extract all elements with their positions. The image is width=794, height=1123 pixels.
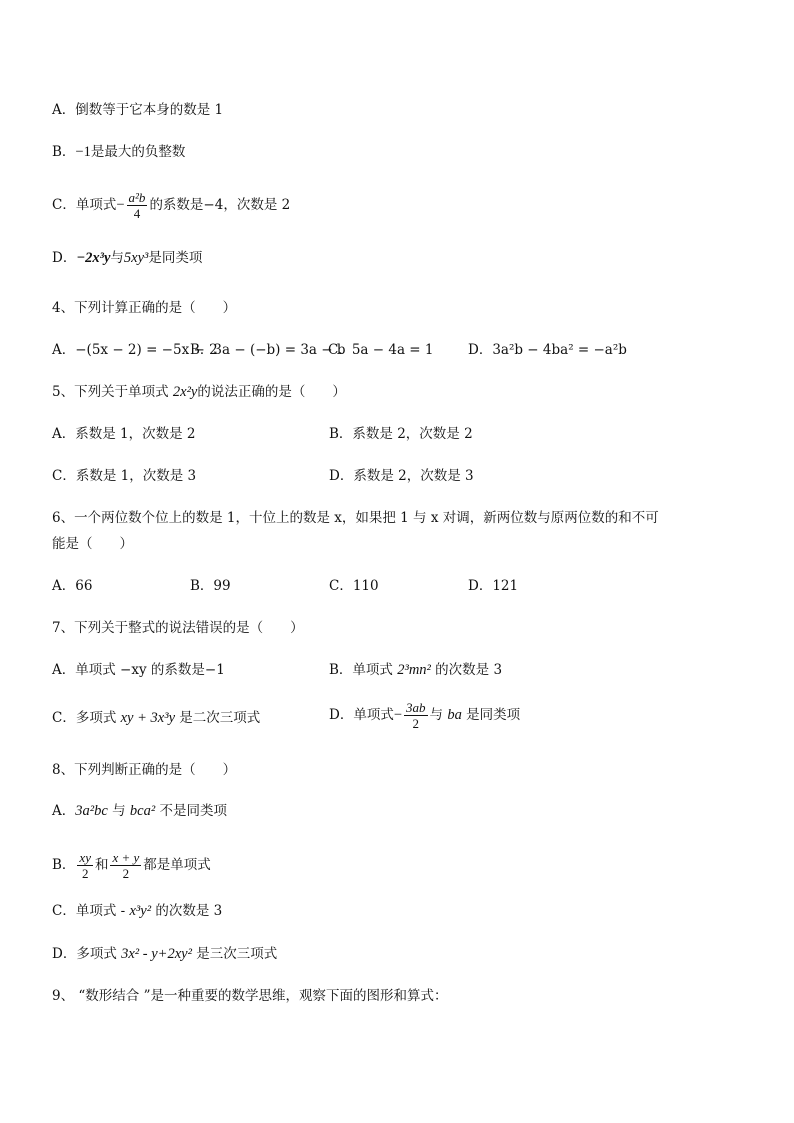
q8-option-a: A．3a²bc 与 bca² 不是同类项 [52,803,227,819]
q8-option-c: C．单项式 - x³y² 的次数是 3 [52,903,223,919]
fraction: $\frac{x + y}{2}$ [112,850,140,881]
q3-option-a: A．倒数等于它本身的数是 1 [52,102,224,118]
q3-option-d: D．−2x³y与5xy³是同类项 [52,250,203,266]
q5-row-2 [52,466,474,486]
q6-stem-line-2: 能是（ ） [52,536,133,552]
fraction: $\frac{3ab}{2}$ [406,700,426,731]
q5-option-b: B．系数是 2，次数是 2 [329,426,473,442]
q6-stem-line-1: 6、一个两位数个位上的数是 1，十位上的数是 x，如果把 1 与 x 对调，新两位数与原两位数的和不可 [52,510,659,526]
q4-option-d: D．3a²b − 4ba² = −a²b [468,342,627,358]
q4-option-a: A．−(5x − 2) = −5x − 2 [52,342,218,358]
q5-option-c: C．系数是 1，次数是 3 [52,468,197,484]
q5-row-1 [52,424,473,444]
q3-option-b: B．−1是最大的负整数 [52,144,186,160]
q7-option-a: A．单项式 −xy 的系数是−1 [52,662,225,678]
q7-stem: 7、下列关于整式的说法错误的是（ ） [52,620,304,636]
q8-option-d: D．多项式 3x² - y+2xy² 是三次三项式 [52,946,278,962]
q4-option-c: C．5a − 4a = 1 [328,342,434,358]
q8-stem: 8、下列判断正确的是（ ） [52,762,237,778]
q4-option-b: B．3a − (−b) = 3a − b [190,342,346,358]
q7-row-2 [52,700,521,731]
q6-option-b: B．99 [190,578,231,594]
q7-option-b: B．单项式 2³mn² 的次数是 3 [329,662,503,678]
fraction: $\frac{\text{a²b}}{4}$ [128,190,146,221]
q4-stem: 4、下列计算正确的是（ ） [52,300,237,316]
q6-option-c: C．110 [329,578,379,594]
q6-options [52,576,519,596]
q7-option-c: C．多项式 xy + 3x³y 是二次三项式 [52,710,261,726]
q6-option-d: D．121 [468,578,519,594]
q6-option-a: A．66 [52,578,93,594]
q5-stem: 5、下列关于单项式 2x²y的说法正确的是（ ） [52,384,346,400]
q5-option-d: D．系数是 2，次数是 3 [329,468,474,484]
q4-options [52,340,627,360]
q7-row-1 [52,660,503,680]
q3-option-c: C．单项式− $\frac{\text{a²b}}{4}$ 的系数是−4，次数是 2 [52,190,291,221]
q9-stem: 9、 “数形结合 ”是一种重要的数学思维，观察下面的图形和算式： [52,988,448,1004]
fraction: $\frac{xy}{2}$ [79,850,91,881]
q8-option-b: B． $\frac{xy}{2}$ 和 $\frac{x + y}{2}$ 都是单项式 [52,850,211,881]
q7-option-d: D．单项式− $\frac{3ab}{2}$ 与 ba 是同类项 [329,700,521,731]
q5-option-a: A．系数是 1，次数是 2 [52,426,196,442]
